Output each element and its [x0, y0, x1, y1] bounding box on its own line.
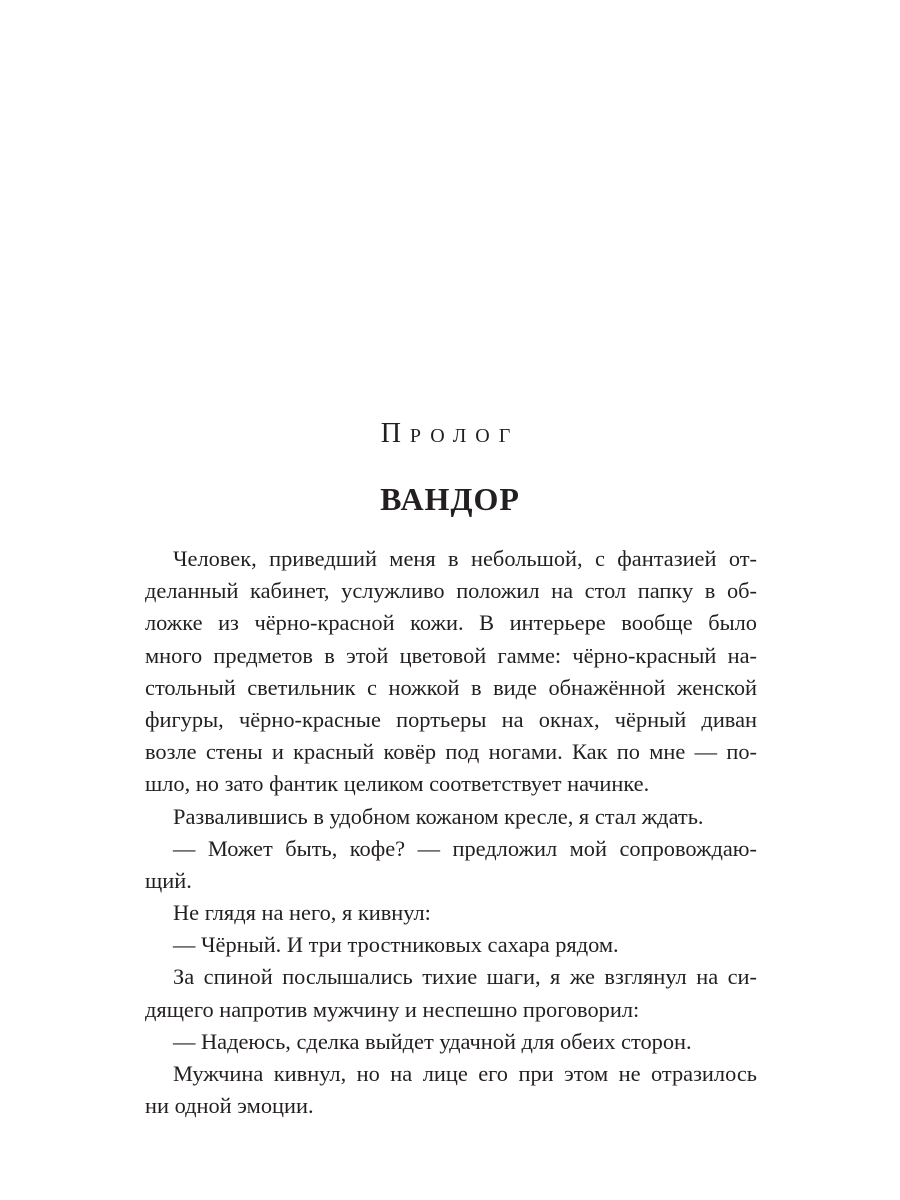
- text-line: деланный кабинет, услужливо положил на стол папку в об-: [145, 578, 757, 604]
- text-line: Развалившись в удобном кожаном кресле, я стал ждать.: [173, 803, 704, 829]
- text-line: дящего напротив мужчину и неспешно проговорил:: [145, 996, 640, 1022]
- text-line: — Чёрный. И три тростниковых сахара рядом.: [173, 932, 619, 958]
- text-line: фигуры, чёрно-красные портьеры на окнах, чёрный диван: [145, 706, 757, 732]
- text-line: — Надеюсь, сделка выйдет удачной для обеих сторон.: [173, 1028, 692, 1054]
- text-line: Мужчина кивнул, но на лице его при этом не отразилось: [173, 1061, 757, 1086]
- text-line: ни одной эмоции.: [145, 1093, 314, 1119]
- text-line: — Может быть, кофе? — предложил мой сопровождаю-: [173, 835, 757, 861]
- text-line: шло, но зато фантик целиком соответствует начинке.: [145, 771, 650, 797]
- text-line: Человек, приведший меня в небольшой, с фантазией от-: [173, 546, 757, 571]
- chapter-title: ВАНДОР: [380, 481, 520, 517]
- text-line: За спиной послышались тихие шаги, я же взглянул на си-: [173, 964, 757, 990]
- text-line: возле стены и красный ковёр под ногами. Как по мне — по-: [145, 739, 757, 765]
- text-line: ложке из чёрно-красной кожи. В интерьере вообще было: [145, 610, 757, 636]
- prologue-heading: Пролог: [380, 418, 520, 449]
- text-line: Не глядя на него, я кивнул:: [173, 900, 431, 926]
- text-line: стольный светильник с ножкой в виде обнажённой женской: [145, 674, 757, 700]
- body-text: [145, 543, 757, 1122]
- text-line: много предметов в этой цветовой гамме: чёрно-красный на-: [145, 642, 757, 668]
- text-line: щий.: [145, 867, 192, 893]
